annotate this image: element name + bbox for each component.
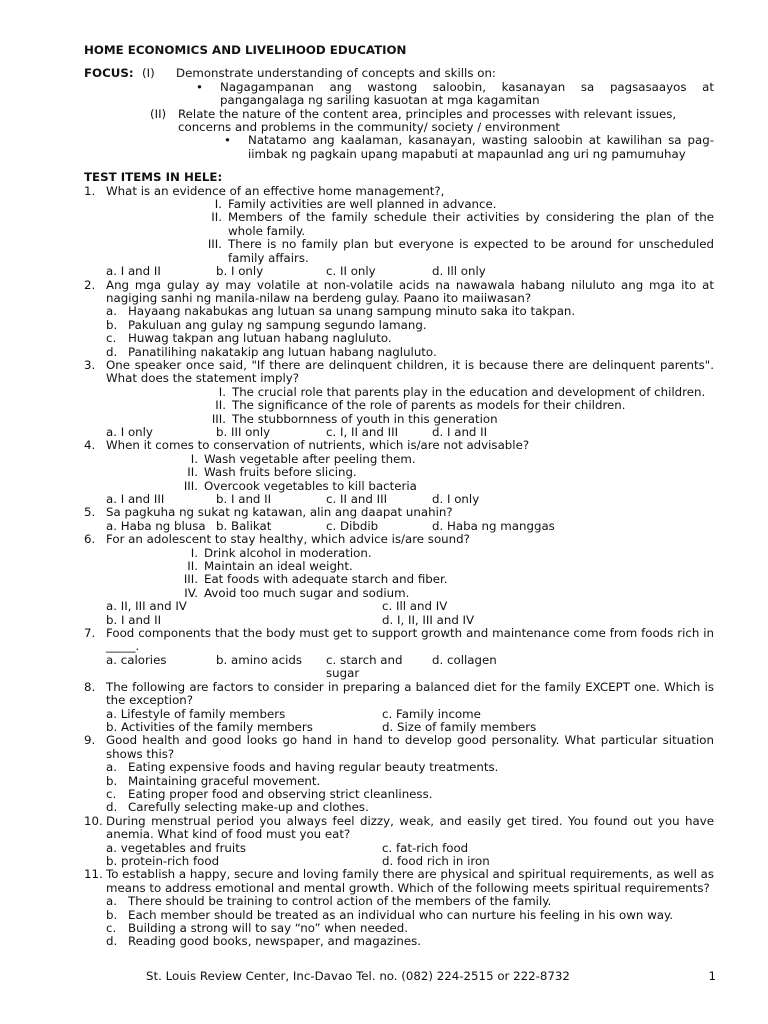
question-number: 9.	[84, 733, 96, 748]
answer-option	[106, 775, 714, 788]
question-number: 6.	[84, 532, 96, 547]
option-letter: c.	[106, 921, 117, 935]
answer-option	[106, 761, 714, 774]
option-text: Carefully selecting make-up and clothes.	[128, 800, 369, 815]
question-number: 10.	[84, 813, 103, 828]
roman-statement	[168, 547, 714, 560]
answer-option	[106, 922, 714, 935]
question-text: During menstrual period you always feel dizzy, weak, and easily get tired. You found out you have anemia. What kind of food must you eat?	[106, 813, 714, 842]
question-item	[84, 439, 714, 506]
answer-option	[106, 305, 714, 318]
question-row	[84, 439, 714, 452]
document-title: HOME ECONOMICS AND LIVELIHOOD EDUCATION	[84, 43, 407, 57]
option-text: Huwag takpan ang lutuan habang nagluluto.	[128, 331, 392, 346]
roman-numeral: I.	[218, 384, 226, 399]
roman-numeral: II.	[215, 398, 226, 413]
question-number: 4.	[84, 438, 96, 453]
option-text: Pakuluan ang gulay ng sampung segundo lamang.	[128, 317, 427, 332]
answer-options	[106, 708, 714, 735]
option-letter: c.	[106, 331, 117, 346]
question-row	[84, 506, 714, 519]
answer-options	[106, 842, 714, 869]
answer-options	[106, 520, 714, 533]
roman-statements	[192, 198, 714, 265]
question-number: 8.	[84, 679, 96, 694]
roman-text: The stubbornness of youth in this generation	[232, 411, 498, 426]
roman-numeral: II.	[211, 210, 222, 225]
answer-option	[106, 909, 714, 922]
question-number: 11.	[84, 867, 103, 882]
answer-option: b. I and II	[106, 612, 162, 627]
section-title: TEST ITEMS IN HELE:	[84, 170, 223, 185]
roman-statement	[168, 480, 714, 493]
focus-item-2	[150, 108, 714, 135]
question-number: 5.	[84, 505, 96, 520]
question-text: One speaker once said, "If there are delinquent children, it is because there are delinquent parents". What does the statement imply?	[106, 357, 714, 386]
question-item	[84, 506, 714, 533]
focus-text: Relate the nature of the content area, principles and processes with relevant issues, concerns and problems in the community/ society / environment	[178, 106, 677, 135]
answer-options	[106, 493, 714, 506]
roman-text: Members of the family schedule their activities by considering the plan of the whole family.	[228, 210, 714, 238]
answer-options	[106, 305, 714, 359]
question-item	[84, 185, 714, 279]
answer-option: c. I, II and III	[326, 424, 399, 439]
answer-options	[106, 761, 714, 815]
option-text: Hayaang nakabukas ang lutuan sa unang sampung minuto saka ito takpan.	[128, 304, 576, 319]
roman-statement	[168, 453, 714, 466]
answer-option	[106, 346, 714, 359]
question-row	[84, 681, 714, 708]
answer-option: b. III only	[216, 424, 271, 439]
answer-option: d. I and II	[432, 424, 488, 439]
question-text: To establish a happy, secure and loving family there are physical and spiritual requirements, as well as means to address emotional and mental growth. Which of the following meets spiritual requirements?	[106, 867, 714, 895]
roman-numeral: III.	[211, 411, 226, 426]
question-item	[84, 533, 714, 627]
roman-statement	[192, 238, 714, 265]
option-letter: a.	[106, 304, 117, 319]
answer-option: c. fat-rich food	[382, 840, 469, 855]
answer-option: a. II, III and IV	[106, 599, 187, 614]
question-row	[84, 185, 714, 198]
focus-label: FOCUS:	[84, 66, 134, 81]
question-row	[84, 359, 714, 386]
focus-bullet	[224, 134, 714, 161]
option-text: Eating proper food and observing strict cleanliness.	[128, 786, 433, 801]
option-text: Building a strong will to say “no” when needed.	[128, 921, 408, 935]
question-item	[84, 681, 714, 735]
question-row	[84, 868, 714, 895]
roman-numeral: III.	[207, 237, 222, 252]
option-letter: b.	[106, 907, 118, 922]
question-item	[84, 359, 714, 439]
question-row	[84, 734, 714, 761]
roman-numeral: III.	[183, 572, 198, 587]
roman-text: Avoid too much sugar and sodium.	[204, 585, 410, 600]
focus-bullet-text: Nagagampanan ang wastong saloobin, kasanayan sa pagsasaayos at pangangalaga ng sariling kasuotan at mga kagamitan	[220, 79, 714, 108]
answer-option: b. I only	[216, 264, 264, 279]
answer-option: c. Dibdib	[326, 518, 379, 533]
answer-options	[106, 265, 714, 278]
roman-numeral: I.	[214, 197, 222, 212]
footer-text: St. Louis Review Center, Inc-Davao Tel. no. (082) 224-2515 or 222-8732	[146, 969, 570, 983]
focus-bullet	[196, 81, 714, 108]
roman-text: Overcook vegetables to kill bacteria	[204, 478, 417, 493]
roman-text: Maintain an ideal weight.	[204, 559, 353, 574]
option-text: There should be training to control action of the members of the family.	[128, 894, 552, 909]
question-number: 3.	[84, 357, 96, 372]
answer-option: d. collagen	[432, 652, 497, 667]
answer-option: c. II and III	[326, 492, 388, 506]
roman-statement	[192, 211, 714, 238]
question-item	[84, 868, 714, 948]
answer-option: a. vegetables and fruits	[106, 840, 246, 855]
answer-option: a. I only	[106, 424, 153, 439]
answer-option	[106, 801, 714, 814]
question-item	[84, 279, 714, 359]
roman-numeral: II.	[187, 559, 198, 574]
answer-option	[106, 332, 714, 345]
answer-option: a. Haba ng blusa	[106, 518, 206, 533]
roman-statement	[168, 587, 714, 600]
question-row	[84, 815, 714, 842]
answer-option: a. I and II	[106, 264, 161, 279]
roman-text: Wash vegetable after peeling them.	[204, 451, 416, 466]
answer-option: a. calories	[106, 652, 167, 667]
option-letter: b.	[106, 773, 118, 788]
answer-option: b. I and II	[216, 492, 272, 506]
option-text: Panatilihing nakatakip ang lutuan habang nagluluto.	[128, 344, 437, 359]
answer-option	[106, 319, 714, 332]
answer-option: d. food rich in iron	[382, 853, 490, 868]
answer-option: d. Haba ng manggas	[432, 518, 555, 533]
answer-option: c. starch and sugar	[326, 652, 403, 681]
answer-option: c. II only	[326, 264, 376, 279]
focus-number: (II)	[150, 106, 167, 121]
page-footer	[146, 970, 716, 983]
answer-option: a. I and III	[106, 492, 165, 506]
option-letter: d.	[106, 344, 118, 359]
roman-text: Wash fruits before slicing.	[204, 465, 357, 480]
answer-option	[106, 895, 714, 908]
question-item	[84, 627, 714, 681]
roman-statement	[196, 386, 714, 399]
option-text: Each member should be treated as an individual who can nurture his feeling in his own way.	[128, 907, 674, 922]
roman-numeral: IV.	[184, 585, 198, 600]
roman-statement	[196, 399, 714, 412]
question-text: What is an evidence of an effective home management?,	[106, 183, 445, 198]
option-letter: b.	[106, 317, 118, 332]
question-number: 2.	[84, 277, 96, 292]
answer-options	[106, 895, 714, 949]
answer-option: c. Ill and IV	[382, 599, 448, 614]
question-item	[84, 734, 714, 814]
roman-statement	[168, 573, 714, 586]
roman-text: The crucial role that parents play in the education and development of children.	[232, 384, 706, 399]
answer-option: c. Family income	[382, 706, 481, 721]
focus-text: Demonstrate understanding of concepts and skills on:	[176, 66, 496, 81]
focus-number: (I)	[142, 66, 155, 81]
roman-numeral: III.	[183, 478, 198, 493]
question-number: 1.	[84, 183, 96, 198]
question-text: The following are factors to consider in preparing a balanced diet for the family EXCEPT one. Which is the exception?	[106, 679, 714, 708]
answer-option: a. Lifestyle of family members	[106, 706, 286, 721]
question-text: When it comes to conservation of nutrients, which is/are not advisable?	[106, 438, 530, 453]
answer-option	[106, 788, 714, 801]
question-row	[84, 533, 714, 546]
roman-text: Drink alcohol in moderation.	[204, 545, 372, 560]
roman-numeral: I.	[190, 545, 198, 560]
roman-text: Eat foods with adequate starch and fiber.	[204, 572, 448, 587]
question-number: 7.	[84, 626, 96, 641]
option-letter: a.	[106, 760, 117, 775]
answer-option: b. amino acids	[216, 652, 303, 667]
roman-text: The significance of the role of parents as models for their children.	[232, 398, 626, 413]
answer-options	[106, 426, 714, 439]
option-letter: c.	[106, 786, 117, 801]
question-text: Good health and good looks go hand in hand to develop good personality. What particular situation shows this?	[106, 733, 714, 761]
answer-option: d. I, II, III and IV	[382, 612, 475, 627]
answer-option: b. protein-rich food	[106, 853, 220, 868]
answer-option: d. Size of family members	[382, 719, 537, 734]
question-list	[84, 185, 714, 949]
page-number: 1	[708, 969, 716, 983]
roman-statement	[168, 466, 714, 479]
question-item	[84, 815, 714, 869]
option-letter: d.	[106, 800, 118, 815]
bullet-icon: •	[196, 79, 203, 94]
question-text: Food components that the body must get to support growth and maintenance come from foods rich in _____.	[106, 626, 714, 654]
question-text: Ang mga gulay ay may volatile at non-volatile acids na nawawala habang niluluto ang mga ito at nagiging sanhi ng manila-nilaw na berdeng gulay. Paano ito maiiwasan?	[106, 277, 714, 305]
roman-statement	[168, 560, 714, 573]
question-row	[84, 627, 714, 654]
focus-item-1	[84, 67, 714, 80]
answer-options	[106, 600, 714, 627]
answer-options	[106, 654, 714, 681]
roman-statements	[168, 453, 714, 493]
roman-statement	[196, 413, 714, 426]
roman-numeral: I.	[190, 451, 198, 466]
roman-text: There is no family plan but everyone is expected to be around for unscheduled family affairs.	[228, 237, 714, 265]
document-page	[84, 44, 714, 949]
answer-option: d. I only	[432, 492, 480, 506]
option-text: Reading good books, newspaper, and magazines.	[128, 934, 422, 949]
roman-numeral: II.	[187, 465, 198, 480]
answer-option	[106, 935, 714, 948]
option-text: Maintaining graceful movement.	[128, 773, 321, 788]
roman-statement	[192, 198, 714, 211]
question-row	[84, 279, 714, 306]
option-text: Eating expensive foods and having regular beauty treatments.	[128, 760, 499, 775]
focus-bullet-text: Natatamo ang kaalaman, kasanayan, wasting saloobin at kawilihan sa pag-iimbak ng pagkain upang mapabuti at mapaunlad ang uri ng pamumuhay	[248, 133, 714, 161]
option-letter: d.	[106, 934, 118, 949]
answer-option: b. Balikat	[216, 518, 272, 533]
roman-text: Family activities are well planned in advance.	[228, 197, 497, 212]
option-letter: a.	[106, 894, 117, 909]
question-text: Sa pagkuha ng sukat ng katawan, alin ang daapat unahin?	[106, 505, 453, 520]
question-text: For an adolescent to stay healthy, which advice is/are sound?	[106, 532, 470, 547]
roman-statements	[168, 547, 714, 601]
roman-statements	[196, 386, 714, 426]
answer-option: d. Ill only	[432, 264, 486, 279]
answer-option: b. Activities of the family members	[106, 719, 313, 734]
bullet-icon: •	[224, 133, 231, 148]
